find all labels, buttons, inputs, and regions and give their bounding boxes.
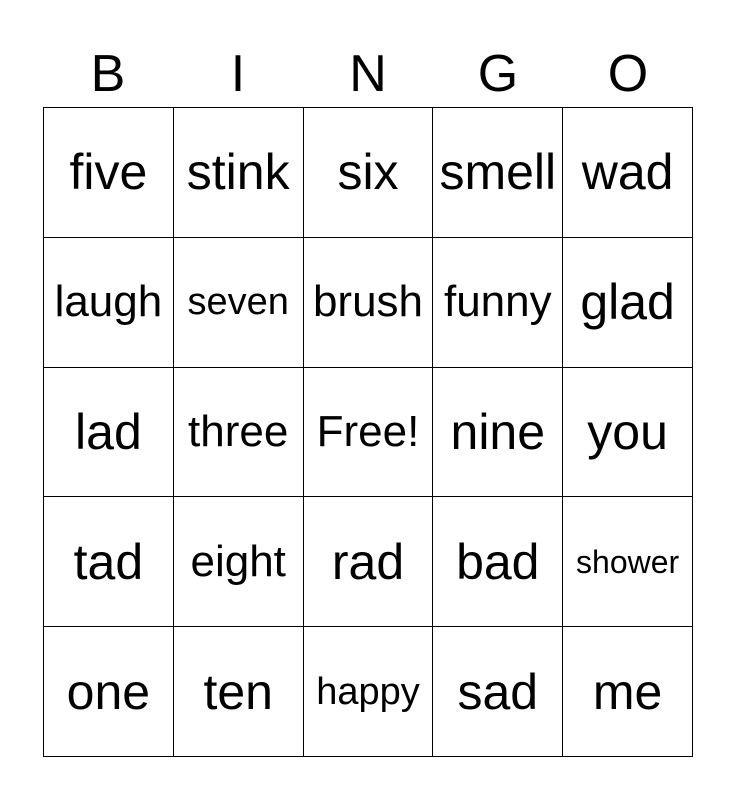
bingo-cell[interactable]: funny [433, 238, 563, 368]
bingo-cell[interactable]: eight [174, 497, 304, 627]
header-letter-g: G [477, 45, 519, 103]
bingo-cell[interactable]: laugh [44, 238, 174, 368]
bingo-cell[interactable]: six [304, 108, 434, 238]
bingo-cell[interactable]: five [44, 108, 174, 238]
header-letter-n: N [349, 45, 387, 103]
bingo-cell[interactable]: nine [433, 368, 563, 498]
bingo-cell[interactable]: rad [304, 497, 434, 627]
bingo-board [43, 107, 693, 757]
bingo-cell[interactable]: one [44, 627, 174, 757]
bingo-cell[interactable]: tad [44, 497, 174, 627]
bingo-cell[interactable]: happy [304, 627, 434, 757]
bingo-header [43, 40, 693, 108]
bingo-cell[interactable]: sad [433, 627, 563, 757]
bingo-cell[interactable]: me [563, 627, 693, 757]
bingo-cell[interactable]: wad [563, 108, 693, 238]
header-letter-o: O [607, 45, 649, 103]
bingo-cell[interactable]: lad [44, 368, 174, 498]
bingo-cell[interactable]: you [563, 368, 693, 498]
bingo-cell[interactable]: bad [433, 497, 563, 627]
bingo-cell[interactable]: seven [174, 238, 304, 368]
free-space-cell[interactable]: Free! [304, 368, 434, 498]
header-letter-i: I [230, 45, 246, 103]
bingo-cell[interactable]: stink [174, 108, 304, 238]
bingo-cell[interactable]: glad [563, 238, 693, 368]
bingo-cell[interactable]: ten [174, 627, 304, 757]
header-letter-b: B [90, 45, 126, 103]
bingo-cell[interactable]: shower [563, 497, 693, 627]
bingo-cell[interactable]: smell [433, 108, 563, 238]
bingo-cell[interactable]: three [174, 368, 304, 498]
bingo-cell[interactable]: brush [304, 238, 434, 368]
